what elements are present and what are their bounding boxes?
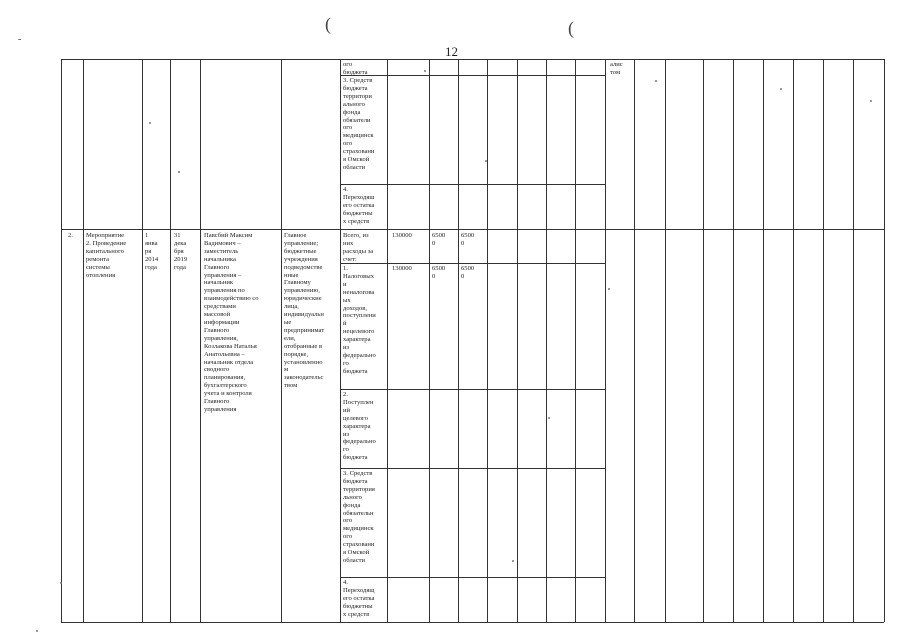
start-date: 1 янва ря 2014 года xyxy=(145,232,159,271)
col-line xyxy=(853,59,854,622)
col-line xyxy=(575,59,576,622)
col-line xyxy=(170,59,171,622)
amount-year: 6500 0 xyxy=(432,265,446,280)
col-line xyxy=(605,59,606,622)
col-line xyxy=(61,59,62,622)
page-number: 12 xyxy=(445,44,458,59)
scan-speck xyxy=(424,70,426,72)
scan-speck xyxy=(60,582,62,584)
amount-total: 130000 xyxy=(392,232,412,239)
amount-total: 130000 xyxy=(392,265,412,272)
col-line xyxy=(200,59,201,622)
col-line xyxy=(387,59,388,622)
source-divider xyxy=(340,468,605,469)
col-line xyxy=(733,59,734,622)
scan-speck xyxy=(149,122,151,124)
scan-speck xyxy=(780,88,782,90)
source-cell: 3. Средств бюджета территори ального фонда обязатели ого медицинск ого страховани я Омской области xyxy=(343,77,375,171)
col-line xyxy=(487,59,488,622)
col-line xyxy=(281,59,282,622)
col-line xyxy=(665,59,666,622)
measure-name: Мероприятие 2. Проведение капитального ремонта системы отопления xyxy=(86,232,127,279)
scan-speck xyxy=(485,160,487,162)
col-line xyxy=(517,59,518,622)
col-line xyxy=(884,59,885,622)
source-cell: ого бюджета xyxy=(343,61,368,76)
row-number: 2. xyxy=(68,232,73,239)
col-line xyxy=(793,59,794,622)
scan-speck xyxy=(608,288,610,290)
source-divider xyxy=(340,389,605,390)
source-label: 3. Средств бюджета территория льного фонда обязательн ого медицинск ого страховани я Омской области xyxy=(343,470,375,564)
col-line xyxy=(823,59,824,622)
col-line xyxy=(83,59,84,622)
col-line xyxy=(634,59,635,622)
source-divider xyxy=(340,184,605,185)
amount-year: 6500 0 xyxy=(432,232,446,247)
col-line xyxy=(429,59,430,622)
source-divider xyxy=(340,577,605,578)
scan-mark-left: ( xyxy=(325,14,331,34)
end-date: 31 дека бря 2019 года xyxy=(174,232,188,271)
amount-year: 6500 0 xyxy=(461,232,475,247)
scan-speck xyxy=(512,560,514,562)
scan-speck xyxy=(548,417,550,419)
table-bottom-border xyxy=(61,622,884,623)
scan-speck xyxy=(870,100,872,102)
table-top-border xyxy=(61,59,884,60)
scan-speck xyxy=(178,171,180,173)
col-line xyxy=(142,59,143,622)
scan-speck xyxy=(36,630,38,632)
amount-year: 6500 0 xyxy=(461,265,475,280)
col-line xyxy=(340,59,341,622)
source-cell: 4. Переходяш его остатка бюджетны х средств xyxy=(343,186,375,225)
executors: Главное управление; бюджетные учреждения подведомстве нные Главному управлению, юридические лица, индивидуальн ые предпринимат ели, отобранные в порядке, установленно м законодательс твом xyxy=(284,232,325,390)
col-line xyxy=(546,59,547,622)
scan-speck xyxy=(655,80,657,82)
source-label: 1. Налоговых и неналогова ых доходов, поступлени й нецелевого характера из федерально го бюджета xyxy=(343,265,376,375)
source-divider xyxy=(340,75,605,76)
source-divider xyxy=(340,263,605,264)
scan-dash: - xyxy=(18,34,22,45)
col-line xyxy=(458,59,459,622)
source-label: 2. Поступлен ий целевого характера из федерально го бюджета xyxy=(343,391,376,462)
source-label: Всего, из них расходы за счет: xyxy=(343,232,374,263)
scan-mark-right: ( xyxy=(568,18,574,38)
target-indicator-cell: алис том xyxy=(610,61,623,76)
row-divider xyxy=(61,229,884,230)
source-label: 4. Переходящ его остатка бюджетны х средств xyxy=(343,579,375,618)
col-line xyxy=(703,59,704,622)
responsible-persons: Павсбий Максим Вадимович – заместитель начальника Главного управления – начальник управления по взаимодействию со средствами массовой информации Главного управления, Козлакова Наталья Анатольевна – начальник отдела сводного планирования, бухгалтерского учета и контроля Главного управления xyxy=(204,232,259,413)
col-line xyxy=(763,59,764,622)
